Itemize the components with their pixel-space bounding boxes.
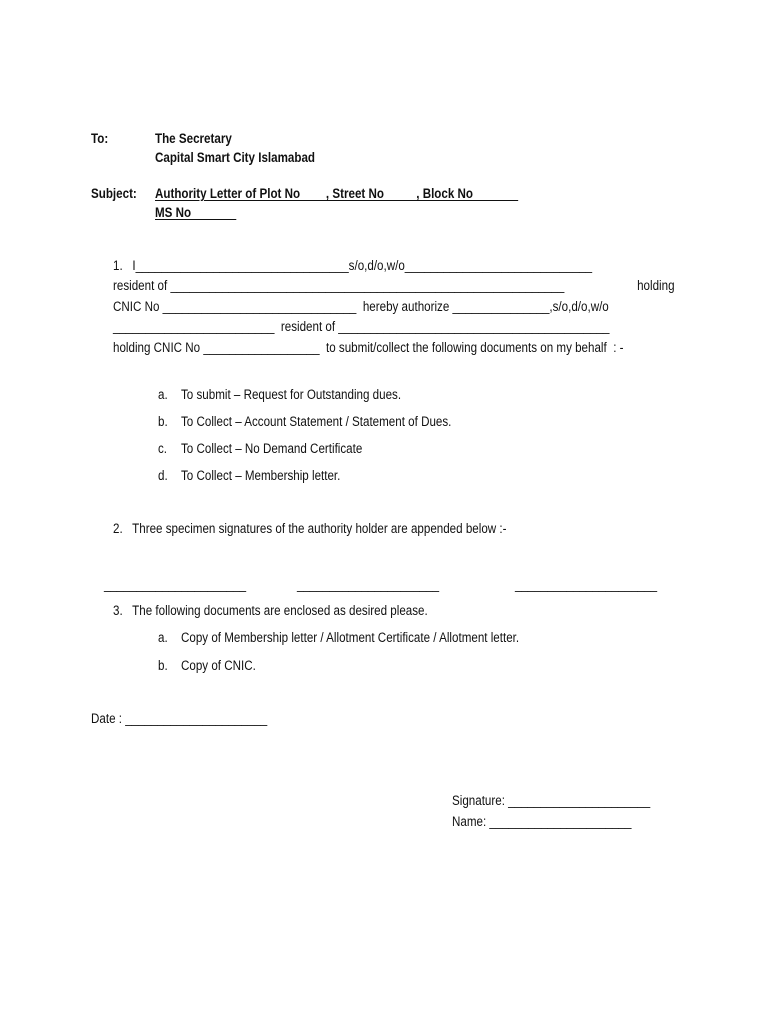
para1-line-4: _________________________ resident of __________________________________________ [113,319,610,334]
signature-line: Signature: ______________________ [452,793,651,808]
list3-item-a: Copy of Membership letter / Allotment Certificate / Allotment letter. [181,630,520,645]
para1-line-2-tail: holding [637,278,675,293]
addressee-line-2: Capital Smart City Islamabad [155,150,316,165]
list3-letter-b: b. [158,658,168,673]
list3-item-b: Copy of CNIC. [181,658,256,673]
subject-line-1: Authority Letter of Plot No , Street No , Block No [155,186,519,201]
list1-item-a: To submit – Request for Outstanding dues. [181,387,402,402]
list1-letter-a: a. [158,387,168,402]
list1-letter-c: c. [158,441,168,456]
specimen-signature-line-1: ______________________ [104,577,247,592]
para2: 2. Three specimen signatures of the authority holder are appended below :- [113,521,507,536]
list1-item-d: To Collect – Membership letter. [181,468,341,483]
list3-letter-a: a. [158,630,168,645]
list1-letter-b: b. [158,414,168,429]
name-line: Name: ______________________ [452,814,632,829]
subject-line-2: MS No [155,205,237,220]
para1-line-1: 1. I_________________________________s/o,d/o,w/o_____________________________ [113,258,593,273]
subject-label: Subject: [91,186,137,201]
addressee-line-1: The Secretary [155,131,232,146]
para1-line-5: holding CNIC No __________________ to submit/collect the following documents on my behalf : - [113,340,624,355]
specimen-signature-line-2: ______________________ [297,577,440,592]
specimen-signature-line-3: ______________________ [515,577,658,592]
list1-item-b: To Collect – Account Statement / Statement of Dues. [181,414,452,429]
date-line: Date : ______________________ [91,711,268,726]
para3: 3. The following documents are enclosed as desired please. [113,603,428,618]
para1-line-3: CNIC No ______________________________ hereby authorize _______________,s/o,d/o,w/o [113,299,609,314]
list1-letter-d: d. [158,468,168,483]
para1-line-2: resident of _____________________________________________________________ [113,278,565,293]
list1-item-c: To Collect – No Demand Certificate [181,441,363,456]
to-label: To: [91,131,109,146]
